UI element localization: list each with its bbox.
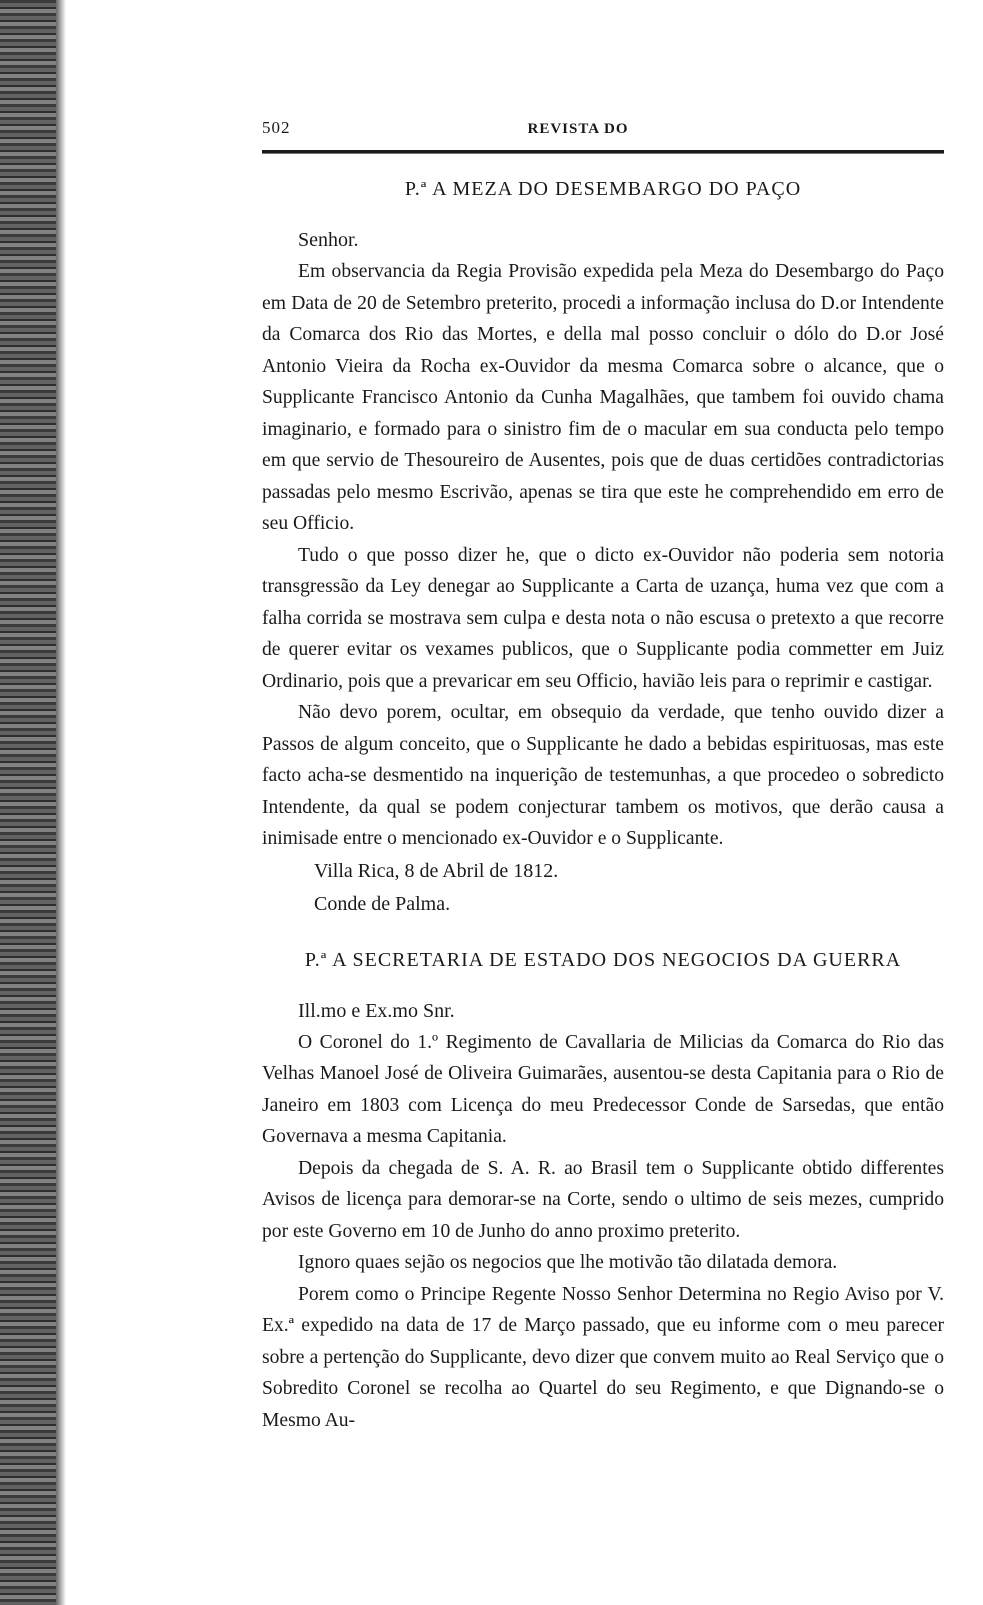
- letter2-paragraph-2: Depois da chegada de S. A. R. ao Brasil tem o Supplicante obtido differentes Avisos de licença para demorar-se na Corte, sendo o ultimo de seis mezes, cumprido por este Governo em 10 de Junho do anno proximo preterito.: [262, 1157, 944, 1242]
- letter2-paragraph-3: Ignoro quaes sejão os negocios que lhe motivão tão dilatada demora.: [298, 1252, 838, 1273]
- letter1-signature: Conde de Palma.: [314, 892, 451, 915]
- running-title: REVISTA DO: [527, 121, 629, 137]
- running-header: [262, 118, 944, 146]
- letter1-paragraph-2: Tudo o que posso dizer he, que o dicto ex-Ouvidor não poderia sem notoria transgressão da Ley denegar ao Supplicante a Carta de uzança, huma vez que com a falha corrida se mostrava sem culpa e desta nota o não escusa o pretexto a que recorre de querer evitar os vexames publicos, que o Supplicante podia commetter em Juiz Ordinario, pois que a prevaricar em seu Officio, havião leis para o reprimir e castigar.: [262, 544, 944, 692]
- letter1-heading: P.ª A MEZA DO DESEMBARGO DO PAÇO: [404, 178, 802, 200]
- header-rule: [262, 150, 944, 154]
- letter1-place-date: Villa Rica, 8 de Abril de 1812.: [314, 859, 559, 882]
- letter1-salutation: Senhor.: [298, 229, 359, 251]
- page: [262, 118, 944, 1436]
- page-gutter-shadow: [56, 0, 66, 1605]
- letter2-salutation: Ill.mo e Ex.mo Snr.: [298, 999, 455, 1022]
- letter1-paragraph-3: Não devo porem, ocultar, em obsequio da verdade, que tenho ouvido dizer a Passos de algum conceito, que o Supplicante he dado a bebidas espirituosas, mas este facto acha-se desmentido na inquerição de testemunhas, a que procedeo o sobredicto Intendente, da qual se podem conjecturar tambem os motivos, que derão causa a inimisade entre o mencionado ex-Ouvidor e o Supplicante.: [262, 702, 944, 849]
- letter2-paragraph-1: O Coronel do 1.º Regimento de Cavallaria de Milicias da Comarca do Rio das Velhas Manoel José de Oliveira Guimarães, ausentou-se desta Capitania para o Rio de Janeiro em 1803 com Licença do meu Predecessor Conde de Sarsedas, que então Governava a mesma Capitania.: [262, 1031, 944, 1147]
- book-binding-edge: [0, 0, 58, 1605]
- letter2-heading: P.ª A SECRETARIA DE ESTADO DOS NEGOCIOS DA GUERRA: [304, 948, 902, 971]
- letter1-paragraph-1: Em observancia da Regia Provisão expedida pela Meza do Desembargo do Paço em Data de 20 de Setembro preterito, procedi a informação inclusa do D.or Intendente da Comarca dos Rio das Mortes, e della mal posso concluir o dólo do D.or José Antonio Vieira da Rocha ex-Ouvidor da mesma Comarca sobre o alcance, que o Supplicante Francisco Antonio da Cunha Magalhães, que tambem foi ouvido chama imaginario, e formado para o sinistro fim de o macular em sua conducta pelo tempo em que servio de Thesoureiro de Ausentes, pois que de duas certidões contradictorias passadas pelo mesmo Escrivão, apenas se tira que este he comprehendido em erro de seu Officio.: [262, 261, 944, 534]
- page-number: 502: [262, 118, 291, 137]
- letter2-paragraph-4: Porem como o Principe Regente Nosso Senhor Determina no Regio Aviso por V. Ex.ª expedido na data de 17 de Março passado, que eu informe com o meu parecer sobre a pertenção do Supplicante, devo dizer que convem muito ao Real Serviço que o Sobredito Coronel se recolha ao Quartel do seu Regimento, e que Dignando-se o Mesmo Au-: [262, 1283, 944, 1431]
